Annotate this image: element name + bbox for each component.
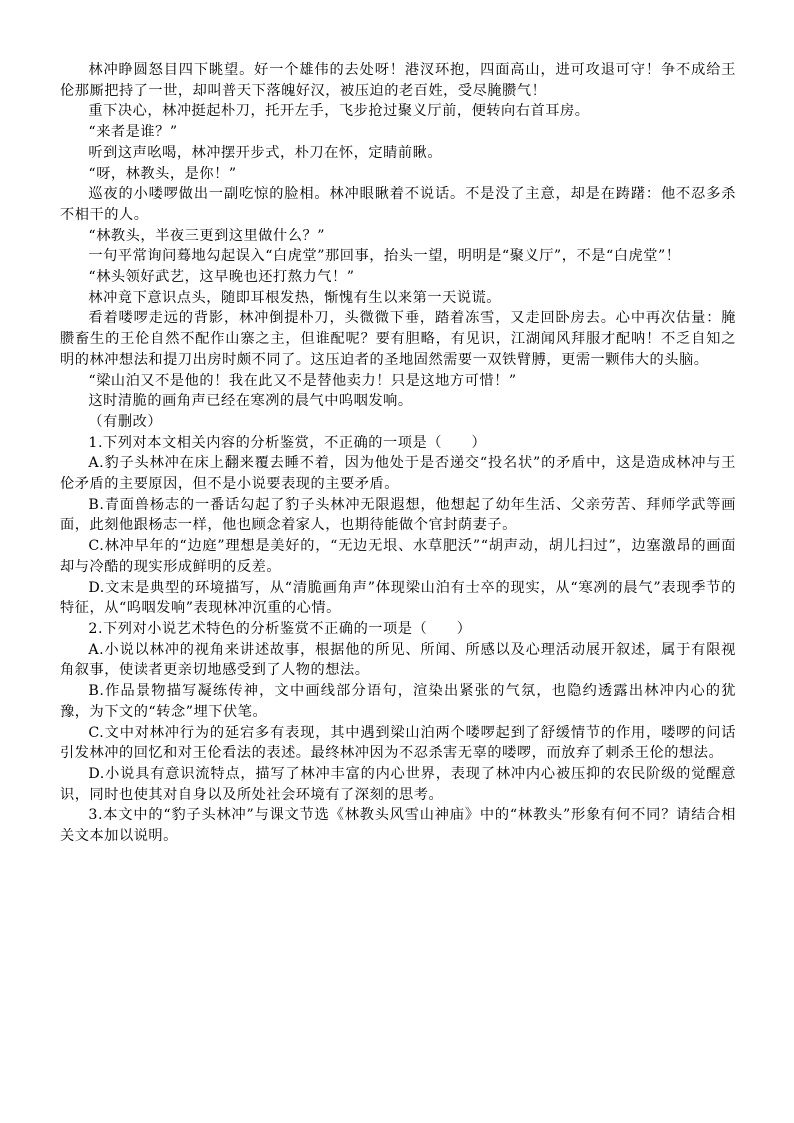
story-dialogue-2: “呀，林教头，是你！” [88, 165, 237, 182]
question-1-option-b: B.青面兽杨志的一番话勾起了豹子头林冲无限遐想，他想起了幼年生活、父亲劳苦、拜师学武等画面，此刻他跟杨志一样，他也顾念着家人，也期待能做个官封荫妻子。 [60, 496, 736, 534]
story-paragraph-1: 林冲睁圆怒目四下眺望。好一个雄伟的去处呀！港汊环抱，四面高山，进可攻退可守！争不成给王伦那厮把持了一世，却叫普天下落魄好汉，被压迫的老百姓，受尽腌臜气！ [60, 62, 736, 99]
story-paragraph-2: 重下决心，林冲挺起朴刀，托开左手，飞步抢过聚义厅前，便转向右首耳房。 [88, 103, 590, 120]
question-2: 2.下列对小说艺术特色的分析鉴赏不正确的一项是（ ） [88, 620, 472, 637]
question-2-option-b: B.作品景物描写凝练传神，文中画线部分语句，渲染出紧张的气氛，也隐约透露出林冲内心的犹豫，为下文的“转念”埋下伏笔。 [60, 683, 736, 720]
story-dialogue-5: “梁山泊又不是他的！我在此又不是替他卖力！只是这地方可惜！” [88, 372, 517, 389]
story-paragraph-3: 听到这声吆喝，林冲摆开步式，朴刀在怀，定睛前瞅。 [88, 144, 443, 161]
question-1-option-c: C.林冲早年的“边庭”理想是美好的，“无边无垠、水草肥沃”“胡声动，胡儿扫过”，边塞激昂的画面却与冷酷的现实形成鲜明的反差。 [60, 538, 736, 575]
question-3: 3.本文中的“豹子头林冲”与课文节选《林教头风雪山神庙》中的“林教头”形象有何不同？请结合相关文本加以说明。 [60, 807, 736, 845]
story-dialogue-3: “林教头，半夜三更到这里做什么？” [88, 227, 326, 244]
question-2-option-d: D.小说具有意识流特点，描写了林冲丰富的内心世界，表现了林冲内心被压抑的农民阶级的觉醒意识，同时也使其对自身以及所处社会环境有了深刻的思考。 [60, 765, 736, 803]
story-paragraph-6: 林冲竟下意识点头，随即耳根发热，惭愧有生以来第一天说谎。 [88, 289, 502, 306]
question-2-option-a: A.小说以林冲的视角来讲述故事，根据他的所见、所闻、所感以及心理活动展开叙述，属于有限视角叙事，使读者更亲切地感受到了人物的想法。 [60, 641, 736, 679]
question-1-option-d: D.文末是典型的环境描写，从“清脆画角声”体现梁山泊有士卒的现实，从“寒冽的晨气”表现季节的特征，从“呜咽发响”表现林冲沉重的心情。 [60, 579, 736, 617]
story-paragraph-5: 一句平常询问蓦地勾起误入“白虎堂”那回事，抬头一望，明明是“聚义厅”，不是“白虎堂”！ [88, 248, 681, 265]
story-dialogue-4: “林头领好武艺，这早晚也还打熬力气！” [88, 269, 355, 286]
question-1: 1.下列对本文相关内容的分析鉴赏，不正确的一项是（ ） [88, 434, 487, 451]
story-paragraph-7: 看着喽啰走远的背影，林冲倒提朴刀，头微微下垂，踏着冻雪，又走回卧房去。心中再次估量：腌臜畜生的王伦自然不配作山寨之主，但谁配呢？要有胆略，有见识，江湖闻风拜服才配呐！不乏自知之明的林冲想法和提刀出房时颇不同了。这压迫者的圣地固然需要一双铁臂膊，更需一颗伟大的头脑。 [60, 310, 736, 368]
story-dialogue-1: “来者是谁？” [88, 124, 178, 141]
abridged-note: （有删改） [88, 413, 163, 430]
question-1-option-a: A.豹子头林冲在床上翻来覆去睡不着，因为他处于是否递交“投名状”的矛盾中，这是造成林冲与王伦矛盾的主要原因，但不是小说要表现的主要矛盾。 [60, 455, 736, 493]
document-page [60, 60, 736, 847]
question-2-option-c: C.文中对林冲行为的延宕多有表现，其中遇到梁山泊两个喽啰起到了舒缓情节的作用，喽啰的问话引发林冲的回忆和对王伦看法的表述。最终林冲因为不忍杀害无辜的喽啰，而放弃了刺杀王伦的想法。 [60, 724, 736, 762]
story-paragraph-8: 这时清脆的画角声已经在寒冽的晨气中呜咽发响。 [88, 393, 413, 410]
story-paragraph-4: 巡夜的小喽啰做出一副吃惊的脸相。林冲眼瞅着不说话。不是没了主意，却是在踌躇：他不忍多杀不相干的人。 [60, 186, 736, 223]
